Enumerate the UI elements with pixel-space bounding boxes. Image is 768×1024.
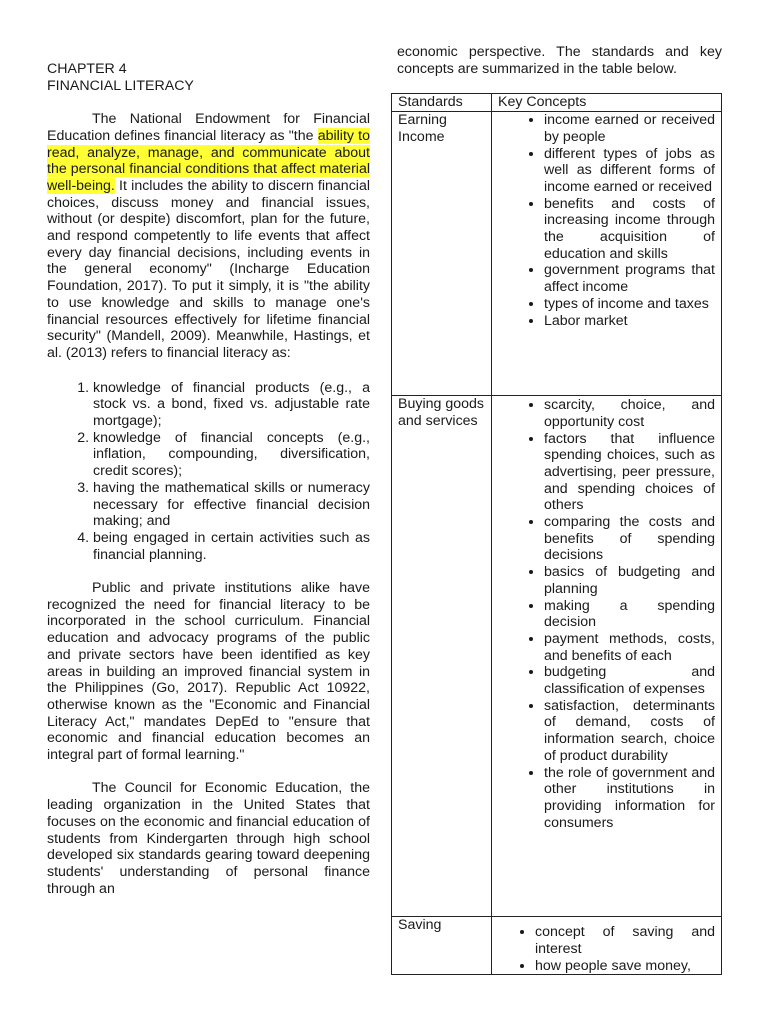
chapter-number: CHAPTER 4 [47,61,127,77]
concepts-cell [492,917,722,975]
list-item: • budgeting and classification of expenses [544,664,715,697]
list-item: 1. knowledge of financial products (e.g., a stock vs. a bond, fixed vs. adjustable rate mortgage); [93,380,370,430]
list-item: • how people save money, [535,958,715,975]
chapter-title: FINANCIAL LITERACY [47,77,194,94]
table-intro: economic perspective. The standards and key concepts are summarized in the table below. [397,44,722,77]
concepts-cell [492,112,722,396]
list-item: 4. being engaged in certain activities such as financial planning. [93,530,370,563]
left-column [47,61,370,897]
header-key-concepts: Key Concepts [492,94,722,112]
chapter-heading [47,61,370,94]
list-item: • government programs that affect income [544,262,715,295]
header-standards: Standards [392,94,492,112]
list-item: • satisfaction, determinants of demand, costs of information search, choice of product durability [544,698,715,765]
list-item: • making a spending decision [544,598,715,631]
concepts-list [498,397,715,831]
table-row [392,917,722,975]
list-item: 2. knowledge of financial concepts (e.g., inflation, compounding, diversification, credit scores); [93,430,370,480]
table-row [392,396,722,917]
list-item: • different types of jobs as well as different forms of income earned or received [544,146,715,196]
highlighted-definition: ability to read, analyze, manage, and communicate about the personal financial conditions that affect material well-being. [47,127,370,194]
standard-cell: Buying goods and services [392,396,492,917]
list-item: • income earned or received by people [544,112,715,145]
list-item: • Labor market [544,313,715,330]
table-header-row [392,94,722,112]
standards-table [391,93,722,975]
concepts-list [498,112,715,329]
council-paragraph: The Council for Economic Education, the leading organization in the United States that focuses on the economic and financial education of students from Kindergarten through high school developed six standards gearing toward deepening students' understanding of personal finance through an [47,780,370,897]
concepts-list [498,924,715,974]
list-item: • basics of budgeting and planning [544,564,715,597]
intro-paragraph-rest: It includes the ability to discern financial choices, discuss money and financial issues, without (or despite) discomfort, plan for the future, and respond competently to life events that affect every day financial decisions, including events in the general economy" (Incharge Education Foundation, 2017). To put it simply, it is "the ability to use knowledge and skills to manage one's financial resources effectively for lifetime financial security" (Mandell, 2009). Meanwhile, Hastings, et al. (2013) refers to financial literacy as: [47,177,370,361]
list-item: • factors that influence spending choices, such as advertising, peer pressure, and spending choices of others [544,431,715,515]
list-item: • types of income and taxes [544,296,715,313]
list-item: • benefits and costs of increasing income through the acquisition of education and skills [544,196,715,263]
right-column [391,44,722,975]
standard-cell: Saving [392,917,492,975]
concepts-cell [492,396,722,917]
intro-paragraph-lead: The National Endowment for Financial Education defines financial literacy as "the [47,111,370,144]
literacy-list [47,380,370,564]
intro-paragraph [47,111,370,362]
table-row [392,112,722,396]
list-item: • comparing the costs and benefits of spending decisions [544,514,715,564]
list-item: • scarcity, choice, and opportunity cost [544,397,715,430]
list-item: • payment methods, costs, and benefits of each [544,631,715,664]
standard-cell: Earning Income [392,112,492,396]
list-item: • the role of government and other institutions in providing information for consumers [544,765,715,832]
institutions-paragraph: Public and private institutions alike have recognized the need for financial literacy to be incorporated in the school curriculum. Financial education and advocacy programs of the public and private sectors have been identified as key areas in building an improved financial system in the Philippines (Go, 2017). Republic Act 10922, otherwise known as the "Economic and Financial Literacy Act," mandates DepEd to "ensure that economic and financial education becomes an integral part of formal learning." [47,580,370,764]
list-item: • concept of saving and interest [535,924,715,957]
list-item: 3. having the mathematical skills or numeracy necessary for effective financial decision making; and [93,480,370,530]
